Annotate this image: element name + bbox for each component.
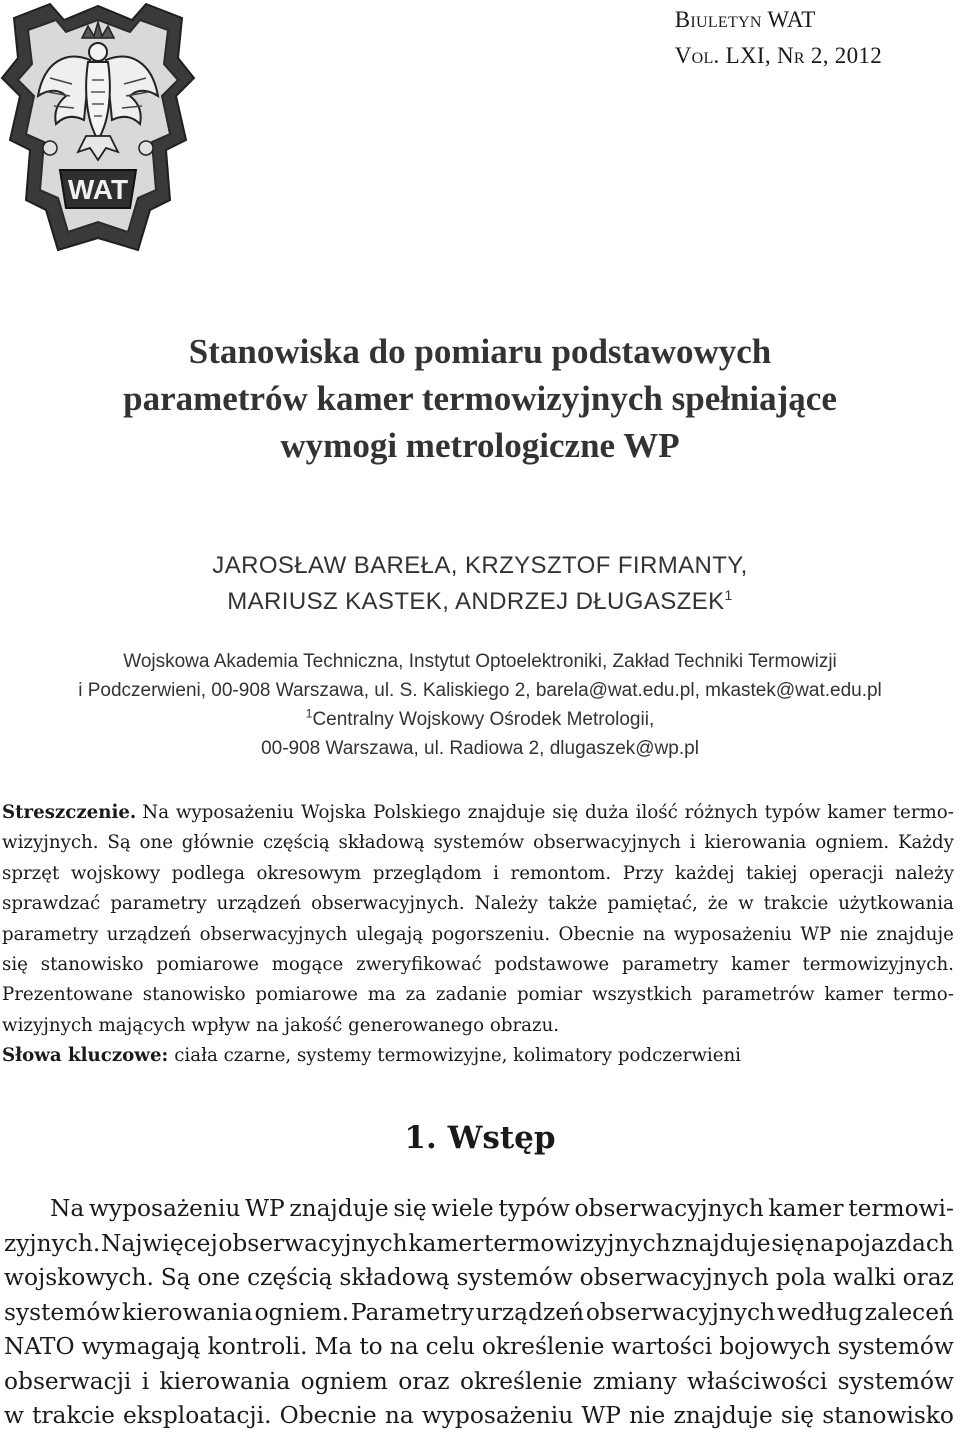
abstract bbox=[2, 798, 954, 1072]
affiliation-footnote-mark: 1 bbox=[305, 706, 313, 721]
abstract-line: wizyjnych mających wpływ na jakość generowanego obrazu. bbox=[2, 1014, 560, 1036]
affiliation-line-3 bbox=[20, 705, 940, 734]
journal-volume: Vol. LXI, Nr 2, 2012 bbox=[674, 43, 882, 68]
body-line: wojskowych. Są one częścią składową systemów obserwacyjnych pola walki oraz bbox=[4, 1264, 954, 1291]
keywords-label: Słowa kluczowe: bbox=[2, 1045, 169, 1067]
keywords-line bbox=[2, 1041, 954, 1071]
abstract-line: parametry urządzeń obserwacyjnych ulegają pogorszeniu. Obecnie na wyposażeniu WP nie znajduje bbox=[2, 923, 954, 945]
affiliation-line-1: Wojskowa Akademia Techniczna, Instytut Optoelektroniki, Zakład Techniki Termowizji bbox=[123, 651, 837, 672]
affiliation-line-2: i Podczerwieni, 00-908 Warszawa, ul. S. Kaliskiego 2, barela@wat.edu.pl, mkastek@wat.edu.pl bbox=[78, 680, 882, 701]
body-line: Na wyposażeniu WP znajduje się wiele typów obserwacyjnych kamer termowi- bbox=[50, 1195, 954, 1222]
authors-line-2-text: MARIUSZ KASTEK, ANDRZEJ DŁUGASZEK bbox=[227, 588, 725, 615]
abstract-line: sprawdzać parametry urządzeń obserwacyjnych. Należy także pamiętać, że w trakcie użytkowania bbox=[2, 893, 954, 915]
keywords-text: ciała czarne, systemy termowizyjne, kolimatory podczerwieni bbox=[174, 1045, 742, 1067]
abstract-label: Streszczenie. bbox=[2, 802, 137, 823]
body-line: NATO wymagają kontroli. Ma to na celu określenie wartości bojowych systemów bbox=[4, 1333, 954, 1360]
affiliation-line-4: 00-908 Warszawa, ul. Radiowa 2, dlugaszek@wp.pl bbox=[261, 738, 699, 759]
svg-text:WAT: WAT bbox=[67, 174, 129, 205]
author-footnote-mark: 1 bbox=[724, 587, 733, 603]
body-line: w trakcie eksploatacji. Obecnie na wyposażeniu WP nie znajduje się stanowisko bbox=[4, 1402, 954, 1429]
title-line: Stanowiska do pomiaru podstawowych bbox=[188, 332, 772, 371]
authors-line-2 bbox=[60, 584, 900, 620]
body-line: zyjnych. Najwięcej obserwacyjnych kamer termowizyjnych znajduje się na pojazdach bbox=[4, 1229, 954, 1257]
abstract-line: Prezentowane stanowisko pomiarowe ma za zadanie pomiar wszystkich parametrów kamer termo- bbox=[2, 984, 954, 1006]
affiliation-line-3-text: Centralny Wojskowy Ośrodek Metrologii, bbox=[312, 709, 655, 730]
paper-title bbox=[60, 328, 900, 469]
abstract-line: sprzęt wojskowy podlega okresowym przeglądom i remontom. Przy każdej takiej operacji należy bbox=[2, 862, 954, 884]
wat-eagle-logo bbox=[0, 0, 196, 262]
affiliations bbox=[20, 647, 940, 763]
journal-name: Biuletyn WAT bbox=[674, 7, 816, 32]
body-line: systemów kierowania ogniem. Parametry urządzeń obserwacyjnych według zaleceń bbox=[4, 1298, 954, 1326]
abstract-line-text: Na wyposażeniu Wojska Polskiego znajduje się duża ilość różnych typów kamer termo- bbox=[142, 802, 954, 823]
title-line: wymogi metrologiczne WP bbox=[280, 426, 680, 465]
abstract-line: się stanowisko pomiarowe mogące zweryfikować podstawowe parametry kamer termowizyjnych. bbox=[2, 954, 954, 976]
authors-line-1: JAROSŁAW BAREŁA, KRZYSZTOF FIRMANTY, bbox=[212, 552, 748, 579]
journal-header bbox=[675, 2, 882, 74]
body-line: obserwacji i kierowania ogniem oraz określenie zmiany właściwości systemów bbox=[4, 1367, 954, 1395]
title-line: parametrów kamer termowizyjnych spełniające bbox=[123, 379, 837, 418]
body-text bbox=[4, 1192, 954, 1434]
section-heading: 1. Wstęp bbox=[404, 1120, 556, 1156]
abstract-line bbox=[2, 798, 954, 828]
abstract-line: wizyjnych. Są one głównie częścią składową systemów obserwacyjnych i kierowania ogniem. Każdy bbox=[2, 832, 954, 854]
authors bbox=[60, 548, 900, 620]
